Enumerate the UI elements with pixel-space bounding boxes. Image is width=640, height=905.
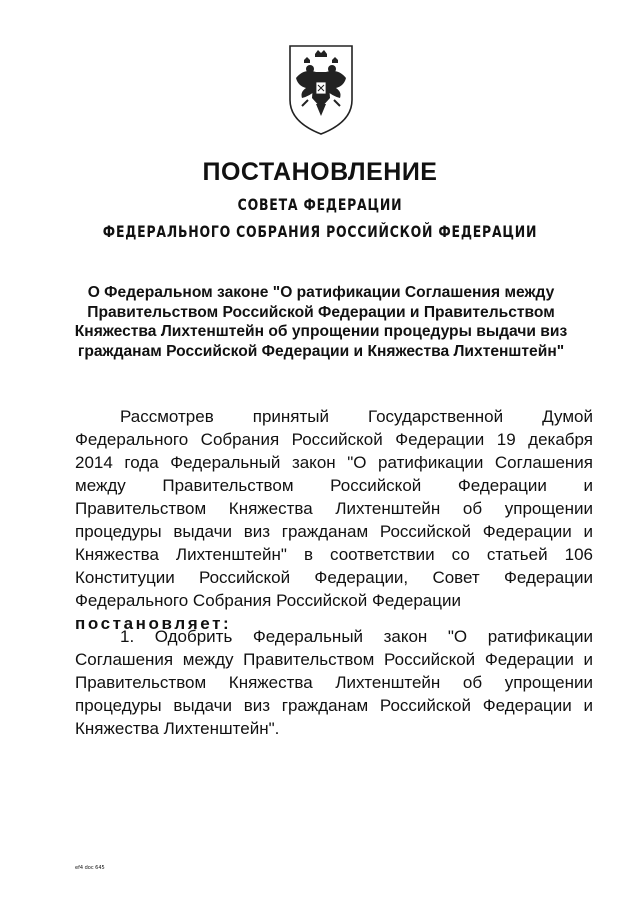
preamble-text: Рассмотрев принятый Государственной Думой Федерального Собрания Российской Федерации 19 декабря 2014 года Федеральный закон "О ратификации Соглашения между Правительством Российской Федерации и Правительством Княжества Лихтенштейн об упрощении процедуры выдачи виз гражданам Российской Федерации и Княжества Лихтенштейн" в соответствии со статьей 106 Конституции Российской Федерации, Совет Федерации Федерального Собрания Российской Федерации: [75, 407, 593, 610]
coat-of-arms-icon: [286, 42, 356, 138]
decree-word: постановляет:: [75, 614, 232, 633]
clause-paragraph: 1. Одобрить Федеральный закон "О ратификации Соглашения между Правительством Российской Федерации и Правительством Княжества Лихтенштейн об упрощении процедуры выдачи виз гражданам Российской Федерации и Княжества Лихтенштейн".: [75, 627, 593, 738]
preamble-paragraph: [75, 405, 593, 635]
document-subject: О Федеральном законе "О ратификации Соглашения между Правительством Российской Федерации и Правительством Княжества Лихтенштейн об упрощении процедуры выдачи виз гражданам Российской Федерации и Княжества Лихтенштейн": [74, 284, 568, 360]
document-code: ef4 doc 645: [75, 865, 105, 871]
document-title: ПОСТАНОВЛЕНИЕ: [202, 158, 438, 186]
issuer-line-1: СОВЕТА ФЕДЕРАЦИИ: [237, 195, 403, 214]
issuer-line-2: ФЕДЕРАЛЬНОГО СОБРАНИЯ РОССИЙСКОЙ ФЕДЕРАЦИИ: [102, 222, 538, 241]
